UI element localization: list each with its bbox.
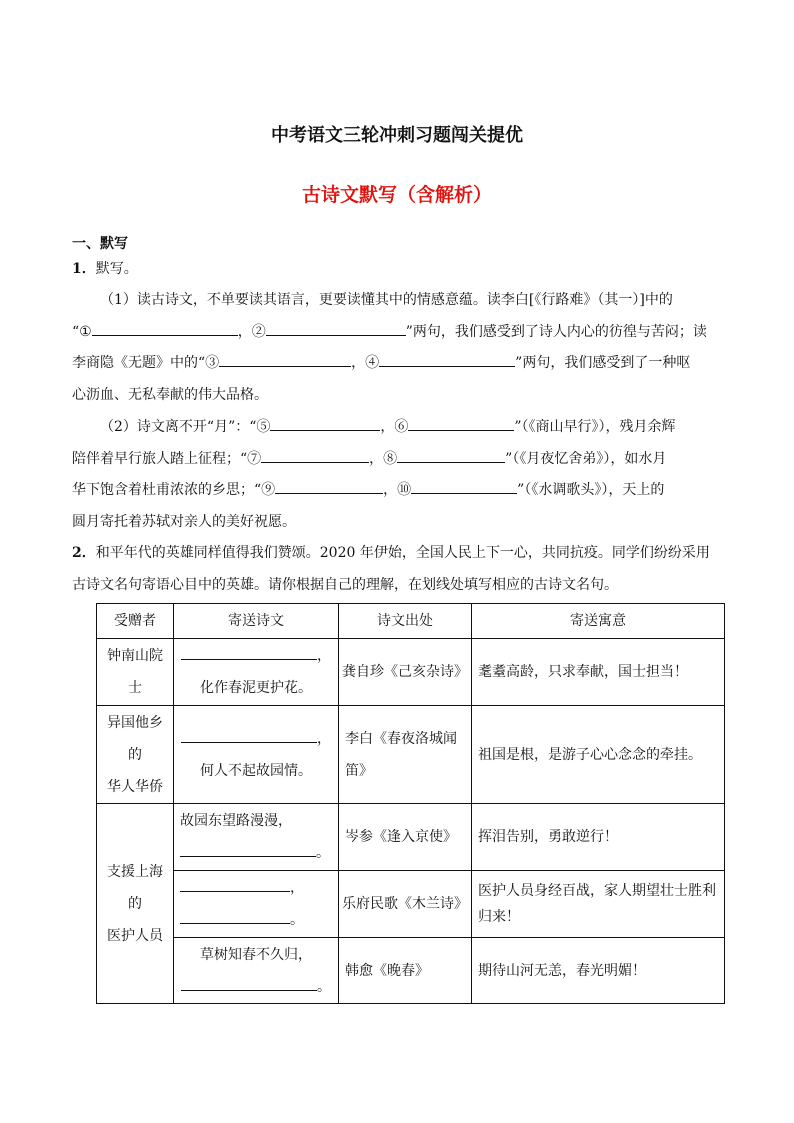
header-cell: 受赠者 <box>97 604 174 639</box>
marker: ⑧ <box>383 450 398 467</box>
marker: ④ <box>365 355 380 371</box>
header-cell: 寄送诗文 <box>174 604 339 639</box>
text: 陪伴着早行旅人踏上征程；“⑦ <box>72 450 262 467</box>
source-cell: 龚自珍《己亥杂诗》 <box>339 639 472 706</box>
poem-cell <box>174 804 339 871</box>
fill-blank[interactable] <box>181 976 317 991</box>
table-header-row <box>97 604 725 639</box>
fill-blank[interactable] <box>180 877 290 892</box>
text: ， <box>290 880 304 896</box>
text: ， <box>383 482 398 498</box>
question-number: 2． <box>72 545 96 561</box>
text: 故园东望路漫漫， <box>180 813 292 829</box>
text: 支援上海 <box>107 863 163 880</box>
text: 。 <box>316 845 330 861</box>
table-row <box>97 639 725 706</box>
poem-cell <box>174 639 339 706</box>
recipient-cell <box>97 804 174 1004</box>
source-cell: 乐府民歌《木兰诗》 <box>339 871 472 938</box>
table-row <box>97 804 725 871</box>
source-cell: 韩愈《晚春》 <box>339 938 472 1004</box>
text: 华人华侨 <box>107 778 163 795</box>
text: 。 <box>317 978 331 995</box>
blank-3[interactable] <box>219 352 351 367</box>
table-row <box>97 706 725 804</box>
text: 的 <box>128 746 142 763</box>
question-prompt: 默写。 <box>95 261 138 277</box>
text: （1）读古诗文，不单要读其语言，更要读懂其中的情感意蕴。读李白[《行路难》（其一）]中的 <box>100 292 673 308</box>
header-cell: 寄送寓意 <box>472 604 725 639</box>
text: 的 <box>128 895 142 912</box>
poem-cell <box>174 706 339 804</box>
text: ， <box>369 450 384 467</box>
text: 何人不起故园情。 <box>200 762 312 779</box>
page-title: 中考语文三轮冲刺习题闯关提优 <box>271 125 523 146</box>
text: 心沥血、无私奉献的伟大品格。 <box>72 386 268 403</box>
text: ”（《水调歌头》），天上的 <box>517 482 665 498</box>
meaning-cell: 期待山河无恙，春光明媚！ <box>472 938 725 1004</box>
text: ”两句，我们感受到了诗人内心的彷徨与苦闷；读 <box>405 323 707 340</box>
marker: ② <box>251 323 266 340</box>
text: ， <box>380 419 395 435</box>
fill-blank[interactable] <box>180 842 316 857</box>
text: ， <box>351 355 366 371</box>
table-row <box>97 871 725 938</box>
source-cell: 李白《春夜洛城闻笛》 <box>339 706 472 804</box>
text: （2）诗文离不开“月”：“⑤ <box>100 419 271 435</box>
text: ， <box>317 648 331 664</box>
blank-8[interactable] <box>397 448 505 463</box>
meaning-cell: 祖国是根，是游子心心念念的牵挂。 <box>472 706 725 804</box>
blank-7[interactable] <box>261 448 369 463</box>
text: 化作春泥更护花。 <box>200 680 312 696</box>
question-2 <box>72 538 724 601</box>
text: ”两句，我们感受到了一种呕 <box>515 355 691 371</box>
blank-1[interactable] <box>92 321 238 336</box>
text: 异国他乡 <box>107 714 163 731</box>
blank-10[interactable] <box>411 479 517 494</box>
blank-6[interactable] <box>408 416 514 431</box>
meaning-cell: 挥泪告别，勇敢逆行！ <box>472 804 725 871</box>
blank-5[interactable] <box>270 416 380 431</box>
meaning-cell: 耄耋高龄，只求奉献，国士担当！ <box>472 639 725 706</box>
text: ”（《月夜忆舍弟》），如水月 <box>505 450 667 467</box>
meaning-cell: 医护人员身经百战，家人期望壮士胜利归来！ <box>472 871 725 938</box>
text: ， <box>237 323 252 340</box>
fill-blank[interactable] <box>180 909 290 924</box>
marker: “① <box>72 323 92 340</box>
text: ”（《商山早行》），残月余辉 <box>514 419 676 435</box>
recipient-cell <box>97 706 174 804</box>
poem-cell <box>174 938 339 1004</box>
text: 李商隐《无题》中的“③ <box>72 355 220 371</box>
blank-2[interactable] <box>266 321 406 336</box>
fill-blank[interactable] <box>181 645 317 660</box>
text: 和平年代的英雄同样值得我们赞颂。2020 年伊始，全国人民上下一心，共同抗疫。同学们纷纷采用 <box>95 545 710 561</box>
question-number: 1． <box>72 261 96 277</box>
text: ， <box>317 730 331 747</box>
page-subtitle: 古诗文默写（含解析） <box>301 184 492 206</box>
poem-table <box>96 603 725 1004</box>
question-1-header <box>72 254 724 286</box>
question-1-part-1 <box>72 285 724 411</box>
source-cell: 岑参《逢入京使》 <box>339 804 472 871</box>
fill-blank[interactable] <box>181 728 317 743</box>
text: 华下饱含着杜甫浓浓的乡思；“⑨ <box>72 482 276 498</box>
table-row <box>97 938 725 1004</box>
text: 草树知春不久归， <box>200 946 312 963</box>
header-cell: 诗文出处 <box>339 604 472 639</box>
text: 医护人员 <box>107 927 163 944</box>
text: 圆月寄托着苏轼对亲人的美好祝愿。 <box>72 513 296 530</box>
marker: ⑩ <box>397 482 412 498</box>
section-heading: 一、默写 <box>72 236 128 252</box>
marker: ⑥ <box>394 419 409 435</box>
blank-4[interactable] <box>379 352 515 367</box>
question-1-part-2 <box>72 412 724 538</box>
poem-cell <box>174 871 339 938</box>
recipient-cell: 钟南山院士 <box>97 639 174 706</box>
blank-9[interactable] <box>275 479 383 494</box>
text: 。 <box>290 912 304 928</box>
text: 古诗文名句寄语心目中的英雄。请你根据自己的理解，在划线处填写相应的古诗文名句。 <box>72 576 618 593</box>
